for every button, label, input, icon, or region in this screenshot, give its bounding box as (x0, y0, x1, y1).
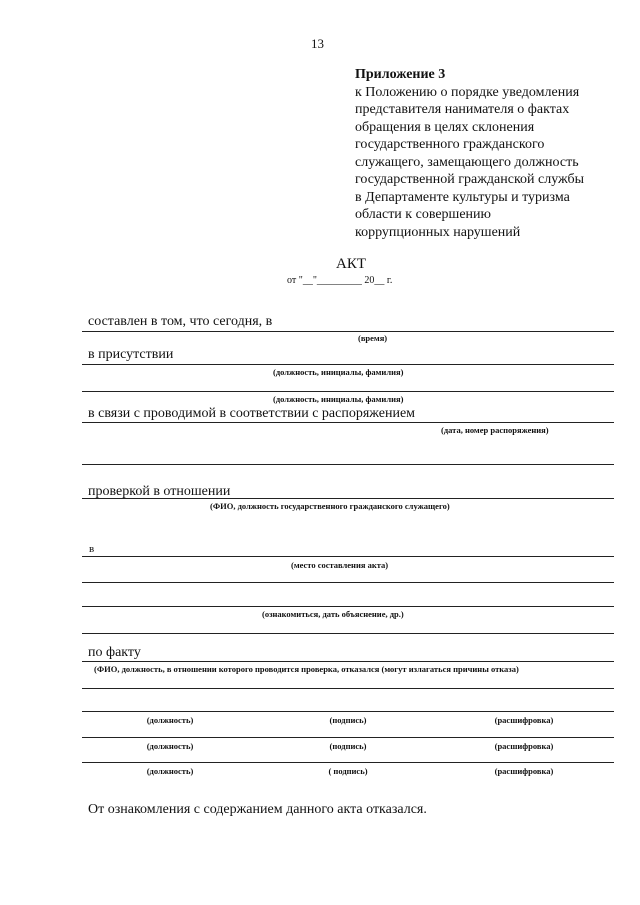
connection-line (82, 422, 614, 423)
signature-line (82, 762, 614, 763)
compiled-line (82, 331, 614, 332)
appendix-title: Приложение 3 (355, 67, 446, 82)
appendix-line: государственной гражданской службы (355, 172, 585, 187)
appendix-line: в Департаменте культуры и туризма (355, 189, 570, 205)
place-label: в (89, 543, 95, 555)
act-title: АКТ (336, 256, 366, 272)
signature-line (82, 737, 614, 738)
appendix-line: представителя нанимателя о фактах (355, 102, 570, 117)
fact-label: по факту (88, 645, 141, 660)
place-line-2 (82, 582, 614, 583)
position-caption: (должность, инициалы, фамилия) (273, 367, 404, 377)
familiarize-line (82, 606, 614, 607)
act-date-line: от "__"_________ 20__ г. (287, 275, 393, 286)
presence-label: в присутствии (88, 347, 174, 362)
appendix-line: служащего, замещающего должность (355, 154, 579, 170)
employee-caption: (ФИО, должность государственного гражданского служащего) (210, 501, 450, 511)
time-caption: (время) (358, 333, 388, 343)
appendix-line: государственного гражданского (355, 137, 545, 152)
signature-position-caption: (должность) (146, 766, 194, 776)
place-line (82, 556, 614, 557)
signature-position-caption: (должность) (146, 741, 194, 751)
audit-line (82, 498, 614, 499)
appendix-line: к Положению о порядке уведомления (355, 84, 580, 100)
familiarize-caption: (ознакомиться, дать объяснение, др.) (262, 609, 404, 619)
appendix-line: коррупционных нарушений (355, 224, 521, 240)
signature-decoding-caption: (расшифровка) (494, 715, 554, 725)
presence-line (82, 364, 614, 365)
signature-sign-caption: (подпись) (329, 741, 367, 751)
fact-line-2 (82, 688, 614, 689)
signature-decoding-caption: (расшифровка) (494, 766, 554, 776)
presence-line-2 (82, 391, 614, 392)
page-number: 13 (311, 36, 324, 51)
place-caption: (место составления акта) (291, 560, 389, 570)
compiled-label: составлен в том, что сегодня, в (88, 314, 273, 329)
familiarize-line-2 (82, 633, 614, 634)
signature-sign-caption: ( подпись) (328, 766, 368, 776)
appendix-line: области к совершению (355, 207, 491, 222)
position-caption: (должность, инициалы, фамилия) (273, 394, 404, 404)
audit-label: проверкой в отношении (88, 484, 231, 499)
connection-label: в связи с проводимой в соответствии с распоряжением (88, 406, 416, 421)
connection-line-2 (82, 464, 614, 465)
signature-decoding-caption: (расшифровка) (494, 741, 554, 751)
signature-position-caption: (должность) (146, 715, 194, 725)
appendix-line: обращения в целях склонения (355, 119, 535, 135)
signature-sign-caption: (подпись) (329, 715, 367, 725)
refusal-statement: От ознакомления с содержанием данного акта отказался. (88, 802, 427, 817)
signature-line (82, 711, 614, 712)
fact-line (82, 661, 614, 662)
refusal-caption: (ФИО, должность, в отношении которого проводится проверка, отказался (могут излагаться причины отказа) (94, 664, 519, 674)
appendix-block (355, 66, 584, 241)
order-caption: (дата, номер распоряжения) (441, 425, 549, 435)
